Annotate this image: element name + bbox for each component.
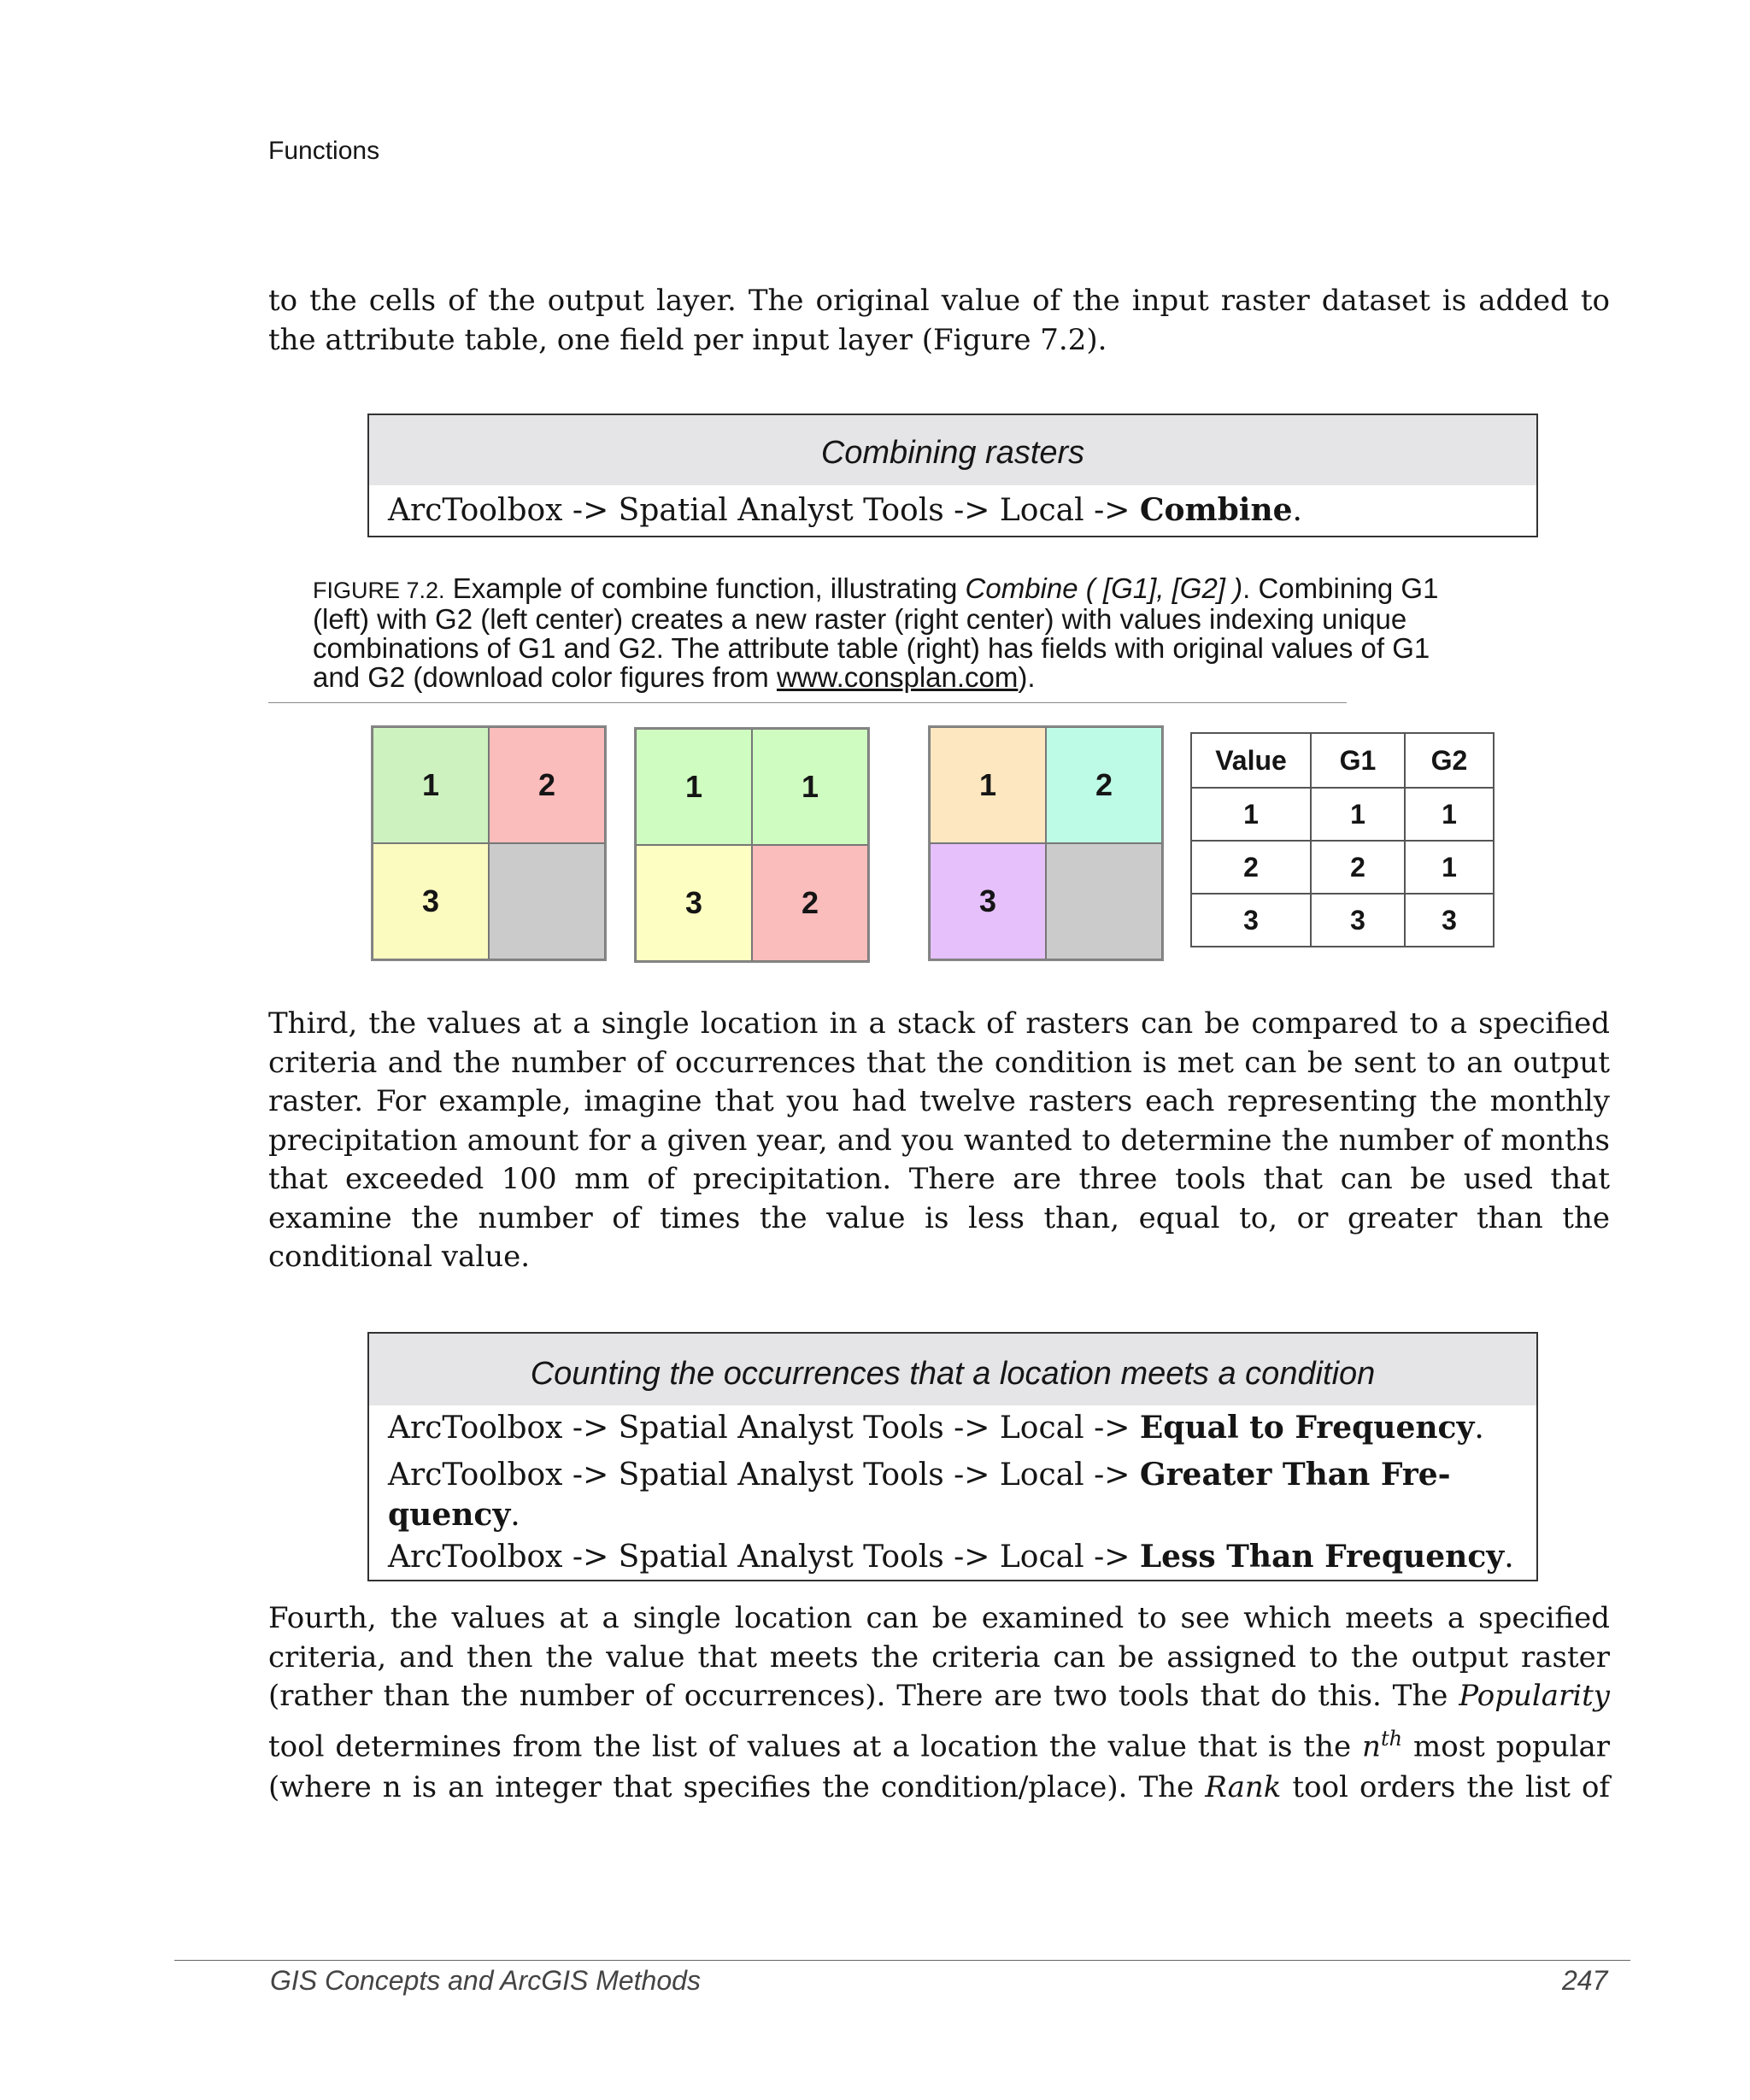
toolbox-box-combining [367,414,1538,537]
running-header: Functions [268,137,380,165]
caption-italic: Combine ( [G1], [G2] ) [965,572,1243,604]
toolbox-path-text: ArcToolbox -> Spatial Analyst Tools -> Local -> [388,1540,1140,1575]
toolbox-box-title: Combining rasters [369,415,1536,485]
download-link[interactable]: www.consplan.com [776,661,1019,693]
raster-g1 [371,725,607,961]
toolbox-path-end: . [1474,1411,1484,1446]
toolbox-path [369,485,1536,536]
toolbox-path-end: . [1504,1540,1514,1575]
paragraph-1 [268,282,1610,360]
page-number: 247 [1562,1965,1608,1996]
paragraph-text: (rather than the number of occurrences). There are two tools that do this. The [268,1679,1459,1713]
caption-rule [268,702,1347,703]
table-cell: 3 [1191,894,1311,947]
raster-cell: 1 [930,727,1046,843]
raster-cell: 2 [1046,727,1162,843]
paragraph-line [268,1677,1610,1716]
table-cell: 2 [1311,841,1405,894]
paragraph-line [268,1769,1610,1808]
paragraph-text: (where n is an integer that specifies the condition/place). The [268,1769,1206,1804]
column-header: G2 [1405,733,1494,788]
paragraph-line: criteria, and then the value that meets the criteria can be assigned to the output raster [268,1640,1610,1675]
caption-line: combinations of G1 and G2. The attribute table (right) has fields with original values of G1 [313,632,1430,664]
paragraph-line: Third, the values at a single location in a stack of rasters can be compared to a specified [268,1006,1610,1041]
paragraph-text: most popular [1402,1728,1610,1763]
caption-text: ). [1018,661,1036,693]
paragraph-line: that exceeded 100 mm of precipitation. There are three tools that can be used that [268,1162,1610,1196]
toolbox-path-text: ArcToolbox -> Spatial Analyst Tools -> Local -> [388,493,1140,528]
raster-cell: 1 [752,729,868,845]
paragraph-line: precipitation amount for a given year, and you wanted to determine the number of months [268,1123,1610,1158]
caption-text: Example of combine function, illustrating [444,572,966,604]
paragraph-line: examine the number of times the value is less than, equal to, or greater than the [268,1200,1610,1235]
raster-cell: 1 [373,727,489,843]
footer-book-title: GIS Concepts and ArcGIS Methods [270,1965,701,1996]
caption-line: (left) with G2 (left center) creates a new raster (right center) with values indexing unique [313,603,1407,635]
table-row [1191,894,1494,947]
paragraph-3 [268,1599,1610,1807]
table-cell: 1 [1191,788,1311,841]
paragraph-text: tool determines from the list of values at a location the value that is the [268,1728,1363,1763]
paragraph-line: conditional value. [268,1240,531,1274]
column-header: Value [1191,733,1311,788]
paragraph-line: to the cells of the output layer. The original value of the input raster dataset is added to [268,284,1610,318]
math-n: n [1362,1728,1381,1763]
toolbox-path [369,1454,1536,1496]
caption-line [313,574,1594,605]
caption-line [313,663,1594,692]
table-cell: 2 [1191,841,1311,894]
table-row [1191,788,1494,841]
caption-text: . Combining G1 [1242,572,1439,604]
superscript: th [1380,1726,1403,1751]
figure-label: FIGURE 7.2. [313,578,445,603]
paragraph-line: the attribute table, one field per input layer (Figure 7.2). [268,322,1107,357]
raster-g2 [634,727,870,963]
toolbox-box-title: Counting the occurrences that a location meets a condition [369,1334,1536,1405]
toolbox-path-end: . [1292,493,1302,528]
table-header-row [1191,733,1494,788]
toolbox-box-counting [367,1332,1538,1581]
paragraph-line: criteria and the number of occurrences that the condition is met can be sent to an output [268,1045,1610,1080]
toolbox-path [369,1496,1536,1534]
raster-cell [489,843,605,959]
tool-term: Popularity [1459,1679,1610,1713]
toolbox-path [369,1534,1536,1580]
raster-combined [928,725,1164,961]
raster-cell: 2 [489,727,605,843]
toolbox-path [369,1405,1536,1451]
footer-rule [174,1960,1630,1961]
table-cell: 3 [1311,894,1405,947]
tool-term: Rank [1205,1769,1282,1804]
table-row [1191,841,1494,894]
toolbox-path-text: ArcToolbox -> Spatial Analyst Tools -> Local -> [388,1411,1140,1446]
toolbox-path-end: . [510,1498,520,1533]
raster-cell: 3 [636,845,752,961]
table-cell: 3 [1405,894,1494,947]
tool-name: Combine [1139,492,1293,528]
paragraph-line: Fourth, the values at a single location can be examined to see which meets a specified [268,1601,1610,1635]
tool-name: Equal to Frequency [1139,1410,1475,1446]
raster-cell: 3 [930,843,1046,959]
caption-text: and G2 (download color figures from [313,661,777,693]
tool-name: Less Than Frequency [1139,1539,1505,1575]
paragraph-line: raster. For example, imagine that you had twelve rasters each representing the monthly [268,1084,1610,1118]
table-cell: 1 [1405,788,1494,841]
attribute-table [1190,732,1495,947]
raster-cell: 3 [373,843,489,959]
toolbox-path-text: ArcToolbox -> Spatial Analyst Tools -> Local -> [388,1458,1140,1493]
column-header: G1 [1311,733,1405,788]
table-cell: 1 [1311,788,1405,841]
tool-name: quency [388,1497,511,1533]
paragraph-2 [268,1005,1610,1277]
raster-cell: 1 [636,729,752,845]
table-cell: 1 [1405,841,1494,894]
tool-name: Greater Than Fre- [1139,1457,1451,1493]
raster-cell: 2 [752,845,868,961]
paragraph-line [268,1716,1610,1769]
figure-caption [313,574,1594,692]
raster-cell [1046,843,1162,959]
paragraph-text: tool orders the list of [1281,1769,1611,1804]
